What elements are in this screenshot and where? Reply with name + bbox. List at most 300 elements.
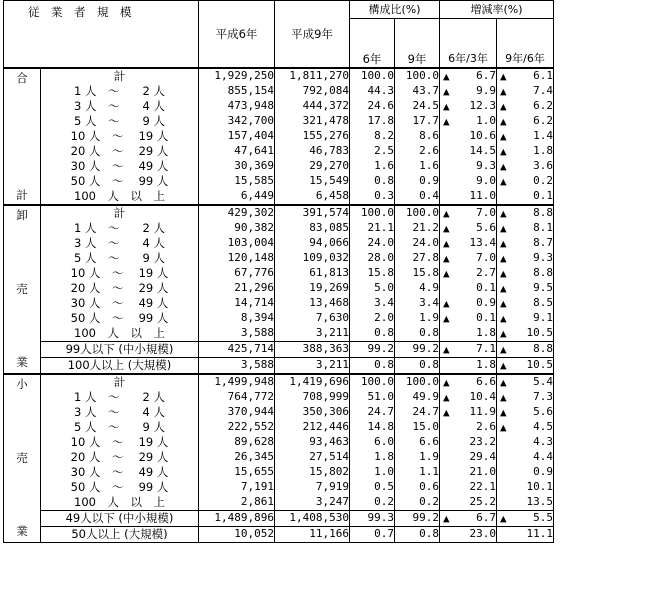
- cell-r9: 49.9: [395, 390, 440, 405]
- table-row: [4, 526, 554, 542]
- size-label: 5 人 ～ 9 人: [41, 251, 199, 266]
- cell-h9: 1,419,696: [275, 374, 350, 390]
- table-row: [4, 205, 554, 221]
- cell-c6: [440, 251, 497, 266]
- cell-r9: 1.9: [395, 450, 440, 465]
- change-value: 0.2: [533, 174, 553, 187]
- size-label: 1 人 ～ 2 人: [41, 390, 199, 405]
- size-label: 99人以下 (中小規模): [41, 341, 199, 357]
- cell-c6: [440, 266, 497, 281]
- change-value: 6.6: [476, 375, 496, 388]
- change-value: 29.4: [469, 450, 496, 463]
- change-value: 6.2: [533, 99, 553, 112]
- change-value: 7.4: [533, 84, 553, 97]
- header-rate: 増減率(%): [440, 1, 554, 19]
- cell-h9: 350,306: [275, 405, 350, 420]
- change-value: 4.4: [533, 450, 553, 463]
- change-value: 14.5: [469, 144, 496, 157]
- negative-triangle-icon: ▲: [500, 206, 507, 220]
- cell-r6: 99.3: [350, 510, 395, 526]
- cell-c9: [497, 465, 554, 480]
- table-row: [4, 390, 554, 405]
- change-value: 8.8: [533, 342, 553, 355]
- cell-h6: 6,449: [199, 189, 275, 205]
- change-value: 8.8: [533, 206, 553, 219]
- change-value: 0.1: [476, 281, 496, 294]
- cell-c6: [440, 281, 497, 296]
- header-ratio9: 9年: [395, 51, 440, 68]
- cell-h6: 764,772: [199, 390, 275, 405]
- cell-r6: 2.0: [350, 311, 395, 326]
- cell-c9: [497, 405, 554, 420]
- size-label: 100 人 以 上: [41, 495, 199, 511]
- cell-h9: 46,783: [275, 144, 350, 159]
- cell-r6: 17.8: [350, 114, 395, 129]
- cell-c6: [440, 296, 497, 311]
- cell-h6: 342,700: [199, 114, 275, 129]
- change-value: 2.6: [476, 420, 496, 433]
- cell-r6: 6.0: [350, 435, 395, 450]
- cell-r9: 3.4: [395, 296, 440, 311]
- change-value: 8.7: [533, 236, 553, 249]
- size-label: 100 人 以 上: [41, 326, 199, 342]
- cell-c6: [440, 326, 497, 342]
- cell-h9: 212,446: [275, 420, 350, 435]
- table-row: [4, 341, 554, 357]
- cell-r9: 0.8: [395, 526, 440, 542]
- size-label: 20 人 ～ 29 人: [41, 450, 199, 465]
- cell-r9: 0.2: [395, 495, 440, 511]
- table-row: [4, 465, 554, 480]
- cell-c6: [440, 174, 497, 189]
- cell-h6: 425,714: [199, 341, 275, 357]
- cell-c9: [497, 174, 554, 189]
- negative-triangle-icon: ▲: [443, 236, 450, 250]
- negative-triangle-icon: ▲: [443, 84, 450, 98]
- table-row: [4, 266, 554, 281]
- table-row: [4, 357, 554, 374]
- negative-triangle-icon: ▲: [443, 405, 450, 419]
- negative-triangle-icon: ▲: [443, 99, 450, 113]
- table-row: [4, 129, 554, 144]
- cell-c9: [497, 357, 554, 374]
- cell-h9: 13,468: [275, 296, 350, 311]
- cell-h6: 3,588: [199, 357, 275, 374]
- cell-h9: 155,276: [275, 129, 350, 144]
- group-char: 卸: [16, 207, 28, 222]
- size-label: 計: [41, 68, 199, 84]
- table-row: [4, 99, 554, 114]
- cell-r9: 0.4: [395, 189, 440, 205]
- cell-r9: 1.9: [395, 311, 440, 326]
- table-row: [4, 495, 554, 511]
- cell-h9: 391,574: [275, 205, 350, 221]
- cell-r9: 21.2: [395, 221, 440, 236]
- cell-h6: 1,499,948: [199, 374, 275, 390]
- cell-c9: [497, 221, 554, 236]
- change-value: 1.0: [476, 114, 496, 127]
- cell-r6: 44.3: [350, 84, 395, 99]
- cell-h9: 3,211: [275, 357, 350, 374]
- change-value: 5.5: [533, 511, 553, 524]
- change-value: 7.0: [476, 206, 496, 219]
- negative-triangle-icon: ▲: [443, 221, 450, 235]
- cell-h9: 444,372: [275, 99, 350, 114]
- cell-h6: 1,489,896: [199, 510, 275, 526]
- cell-r6: 1.6: [350, 159, 395, 174]
- change-value: 1.8: [476, 358, 496, 371]
- change-value: 9.3: [476, 159, 496, 172]
- cell-h9: 61,813: [275, 266, 350, 281]
- cell-h9: 11,166: [275, 526, 350, 542]
- negative-triangle-icon: ▲: [500, 159, 507, 173]
- negative-triangle-icon: ▲: [443, 311, 450, 325]
- table-row: [4, 510, 554, 526]
- cell-r6: 0.8: [350, 326, 395, 342]
- cell-r9: 8.6: [395, 129, 440, 144]
- cell-c6: [440, 526, 497, 542]
- table-row: [4, 84, 554, 99]
- cell-h6: 3,588: [199, 326, 275, 342]
- change-value: 1.8: [533, 144, 553, 157]
- cell-r6: 3.4: [350, 296, 395, 311]
- cell-c6: [440, 435, 497, 450]
- cell-c6: [440, 84, 497, 99]
- cell-h6: 14,714: [199, 296, 275, 311]
- cell-c9: [497, 341, 554, 357]
- negative-triangle-icon: ▲: [443, 251, 450, 265]
- change-value: 0.1: [476, 311, 496, 324]
- group-char: 計: [16, 187, 28, 202]
- table-body: [4, 68, 554, 543]
- cell-r6: 15.8: [350, 266, 395, 281]
- cell-h9: 109,032: [275, 251, 350, 266]
- cell-c6: [440, 374, 497, 390]
- cell-r6: 24.0: [350, 236, 395, 251]
- cell-h6: 15,655: [199, 465, 275, 480]
- cell-r6: 24.6: [350, 99, 395, 114]
- cell-r6: 28.0: [350, 251, 395, 266]
- change-value: 9.0: [476, 174, 496, 187]
- cell-h6: 89,628: [199, 435, 275, 450]
- cell-r6: 100.0: [350, 374, 395, 390]
- cell-r6: 0.8: [350, 357, 395, 374]
- cell-h6: 473,948: [199, 99, 275, 114]
- header-ratio6: 6年: [350, 51, 395, 68]
- cell-c9: [497, 374, 554, 390]
- cell-h6: 10,052: [199, 526, 275, 542]
- cell-r9: 24.7: [395, 405, 440, 420]
- negative-triangle-icon: ▲: [500, 311, 507, 325]
- cell-r6: 0.7: [350, 526, 395, 542]
- change-value: 11.0: [469, 189, 496, 202]
- change-value: 12.3: [469, 99, 496, 112]
- size-label: 3 人 ～ 4 人: [41, 405, 199, 420]
- group-char: 業: [16, 354, 28, 369]
- negative-triangle-icon: ▲: [443, 296, 450, 310]
- cell-c9: [497, 129, 554, 144]
- negative-triangle-icon: ▲: [500, 99, 507, 113]
- cell-r6: 51.0: [350, 390, 395, 405]
- cell-h6: 30,369: [199, 159, 275, 174]
- cell-r6: 0.5: [350, 480, 395, 495]
- cell-r9: 6.6: [395, 435, 440, 450]
- cell-h9: 7,630: [275, 311, 350, 326]
- cell-c9: [497, 495, 554, 511]
- change-value: 0.9: [476, 296, 496, 309]
- cell-r9: 43.7: [395, 84, 440, 99]
- cell-h6: 157,404: [199, 129, 275, 144]
- change-value: 10.5: [526, 326, 553, 339]
- change-value: 7.0: [476, 251, 496, 264]
- cell-c6: [440, 236, 497, 251]
- cell-r9: 15.8: [395, 266, 440, 281]
- header-rate6: 6年/3年: [440, 51, 497, 68]
- change-value: 10.4: [469, 390, 496, 403]
- cell-r6: 14.8: [350, 420, 395, 435]
- size-label: 20 人 ～ 29 人: [41, 281, 199, 296]
- negative-triangle-icon: ▲: [500, 251, 507, 265]
- table-row: [4, 144, 554, 159]
- cell-r6: 8.2: [350, 129, 395, 144]
- size-label: 30 人 ～ 49 人: [41, 296, 199, 311]
- cell-r6: 0.2: [350, 495, 395, 511]
- negative-triangle-icon: ▲: [500, 221, 507, 235]
- change-value: 23.2: [469, 435, 496, 448]
- size-label: 1 人 ～ 2 人: [41, 221, 199, 236]
- change-value: 0.9: [533, 465, 553, 478]
- negative-triangle-icon: ▲: [500, 342, 507, 356]
- size-label: 計: [41, 374, 199, 390]
- cell-c9: [497, 311, 554, 326]
- size-label: 10 人 ～ 19 人: [41, 129, 199, 144]
- cell-h9: 19,269: [275, 281, 350, 296]
- negative-triangle-icon: ▲: [500, 420, 507, 434]
- table-row: [4, 435, 554, 450]
- header-scale: 従 業 者 規 模: [4, 1, 199, 68]
- negative-triangle-icon: ▲: [443, 375, 450, 389]
- negative-triangle-icon: ▲: [500, 69, 507, 83]
- cell-c6: [440, 189, 497, 205]
- negative-triangle-icon: ▲: [500, 296, 507, 310]
- header-ratio: 構成比(%): [350, 1, 440, 19]
- cell-c6: [440, 357, 497, 374]
- cell-c9: [497, 480, 554, 495]
- change-value: 9.3: [533, 251, 553, 264]
- cell-h6: 222,552: [199, 420, 275, 435]
- cell-r9: 0.8: [395, 326, 440, 342]
- cell-r6: 100.0: [350, 68, 395, 84]
- change-value: 23.0: [469, 527, 496, 540]
- cell-c9: [497, 420, 554, 435]
- change-value: 9.1: [533, 311, 553, 324]
- table-row: [4, 236, 554, 251]
- cell-r9: 27.8: [395, 251, 440, 266]
- negative-triangle-icon: ▲: [443, 206, 450, 220]
- cell-h6: 370,944: [199, 405, 275, 420]
- change-value: 7.3: [533, 390, 553, 403]
- size-label: 3 人 ～ 4 人: [41, 236, 199, 251]
- cell-r9: 2.6: [395, 144, 440, 159]
- table-row: [4, 174, 554, 189]
- table-row: [4, 114, 554, 129]
- cell-c9: [497, 510, 554, 526]
- group-label: [4, 205, 41, 374]
- negative-triangle-icon: ▲: [443, 266, 450, 280]
- cell-c9: [497, 84, 554, 99]
- cell-c9: [497, 114, 554, 129]
- cell-r9: 100.0: [395, 374, 440, 390]
- cell-c9: [497, 326, 554, 342]
- cell-r9: 24.5: [395, 99, 440, 114]
- cell-c6: [440, 420, 497, 435]
- cell-h9: 388,363: [275, 341, 350, 357]
- cell-c6: [440, 99, 497, 114]
- cell-c6: [440, 68, 497, 84]
- cell-h9: 1,811,270: [275, 68, 350, 84]
- table-row: [4, 480, 554, 495]
- size-label: 20 人 ～ 29 人: [41, 144, 199, 159]
- table-row: [4, 159, 554, 174]
- change-value: 0.1: [533, 189, 553, 202]
- negative-triangle-icon: ▲: [443, 114, 450, 128]
- cell-h9: 3,211: [275, 326, 350, 342]
- table-row: [4, 296, 554, 311]
- cell-c9: [497, 99, 554, 114]
- cell-c9: [497, 144, 554, 159]
- cell-h9: 7,919: [275, 480, 350, 495]
- header-h6: 平成6年: [199, 1, 275, 68]
- negative-triangle-icon: ▲: [500, 326, 507, 340]
- cell-h6: 90,382: [199, 221, 275, 236]
- table-row: [4, 251, 554, 266]
- table-row: [4, 450, 554, 465]
- negative-triangle-icon: ▲: [500, 358, 507, 372]
- cell-r6: 99.2: [350, 341, 395, 357]
- cell-c6: [440, 390, 497, 405]
- size-label: 10 人 ～ 19 人: [41, 266, 199, 281]
- group-char: 小: [16, 376, 28, 391]
- cell-r6: 0.8: [350, 174, 395, 189]
- cell-c6: [440, 341, 497, 357]
- cell-c6: [440, 144, 497, 159]
- cell-h9: 29,270: [275, 159, 350, 174]
- group-label: [4, 68, 41, 205]
- cell-r6: 21.1: [350, 221, 395, 236]
- negative-triangle-icon: ▲: [500, 266, 507, 280]
- header-h9: 平成9年: [275, 1, 350, 68]
- change-value: 5.4: [533, 375, 553, 388]
- cell-c6: [440, 495, 497, 511]
- cell-r9: 100.0: [395, 68, 440, 84]
- cell-c9: [497, 159, 554, 174]
- cell-r9: 24.0: [395, 236, 440, 251]
- cell-c6: [440, 159, 497, 174]
- change-value: 25.2: [469, 495, 496, 508]
- cell-r6: 5.0: [350, 281, 395, 296]
- cell-h9: 708,999: [275, 390, 350, 405]
- change-value: 6.7: [476, 511, 496, 524]
- size-label: 50人以上 (大規模): [41, 526, 199, 542]
- cell-c6: [440, 450, 497, 465]
- cell-c6: [440, 129, 497, 144]
- negative-triangle-icon: ▲: [500, 174, 507, 188]
- cell-r6: 100.0: [350, 205, 395, 221]
- negative-triangle-icon: ▲: [500, 281, 507, 295]
- cell-r9: 0.6: [395, 480, 440, 495]
- change-value: 8.8: [533, 266, 553, 279]
- negative-triangle-icon: ▲: [500, 375, 507, 389]
- cell-r9: 0.9: [395, 174, 440, 189]
- negative-triangle-icon: ▲: [443, 511, 450, 525]
- cell-r9: 4.9: [395, 281, 440, 296]
- change-value: 10.6: [469, 129, 496, 142]
- cell-c6: [440, 221, 497, 236]
- cell-h9: 93,463: [275, 435, 350, 450]
- cell-h9: 15,802: [275, 465, 350, 480]
- negative-triangle-icon: ▲: [500, 84, 507, 98]
- cell-h6: 26,345: [199, 450, 275, 465]
- size-label: 50 人 ～ 99 人: [41, 311, 199, 326]
- cell-r9: 15.0: [395, 420, 440, 435]
- change-value: 6.7: [476, 69, 496, 82]
- cell-c6: [440, 465, 497, 480]
- cell-c9: [497, 435, 554, 450]
- cell-h6: 103,004: [199, 236, 275, 251]
- change-value: 10.5: [526, 358, 553, 371]
- cell-c9: [497, 390, 554, 405]
- cell-h9: 15,549: [275, 174, 350, 189]
- cell-r9: 17.7: [395, 114, 440, 129]
- cell-c9: [497, 266, 554, 281]
- cell-r6: 1.8: [350, 450, 395, 465]
- cell-h9: 1,408,530: [275, 510, 350, 526]
- size-label: 5 人 ～ 9 人: [41, 114, 199, 129]
- change-value: 10.1: [526, 480, 553, 493]
- change-value: 9.5: [533, 281, 553, 294]
- table-row: [4, 189, 554, 205]
- size-label: 10 人 ～ 19 人: [41, 435, 199, 450]
- negative-triangle-icon: ▲: [443, 69, 450, 83]
- change-value: 5.6: [476, 221, 496, 234]
- table-row: [4, 281, 554, 296]
- cell-c6: [440, 205, 497, 221]
- cell-c9: [497, 526, 554, 542]
- cell-c6: [440, 114, 497, 129]
- change-value: 4.5: [533, 420, 553, 433]
- negative-triangle-icon: ▲: [500, 236, 507, 250]
- cell-h9: 792,084: [275, 84, 350, 99]
- group-label: [4, 374, 41, 543]
- negative-triangle-icon: ▲: [500, 114, 507, 128]
- negative-triangle-icon: ▲: [500, 129, 507, 143]
- size-label: 3 人 ～ 4 人: [41, 99, 199, 114]
- change-value: 1.4: [533, 129, 553, 142]
- change-value: 1.8: [476, 326, 496, 339]
- cell-h6: 429,302: [199, 205, 275, 221]
- change-value: 13.4: [469, 236, 496, 249]
- size-label: 5 人 ～ 9 人: [41, 420, 199, 435]
- cell-r9: 99.2: [395, 341, 440, 357]
- cell-r9: 0.8: [395, 357, 440, 374]
- group-char: 業: [16, 523, 28, 538]
- cell-r6: 0.3: [350, 189, 395, 205]
- change-value: 2.7: [476, 266, 496, 279]
- cell-c6: [440, 311, 497, 326]
- cell-r6: 24.7: [350, 405, 395, 420]
- cell-c9: [497, 251, 554, 266]
- table-row: [4, 374, 554, 390]
